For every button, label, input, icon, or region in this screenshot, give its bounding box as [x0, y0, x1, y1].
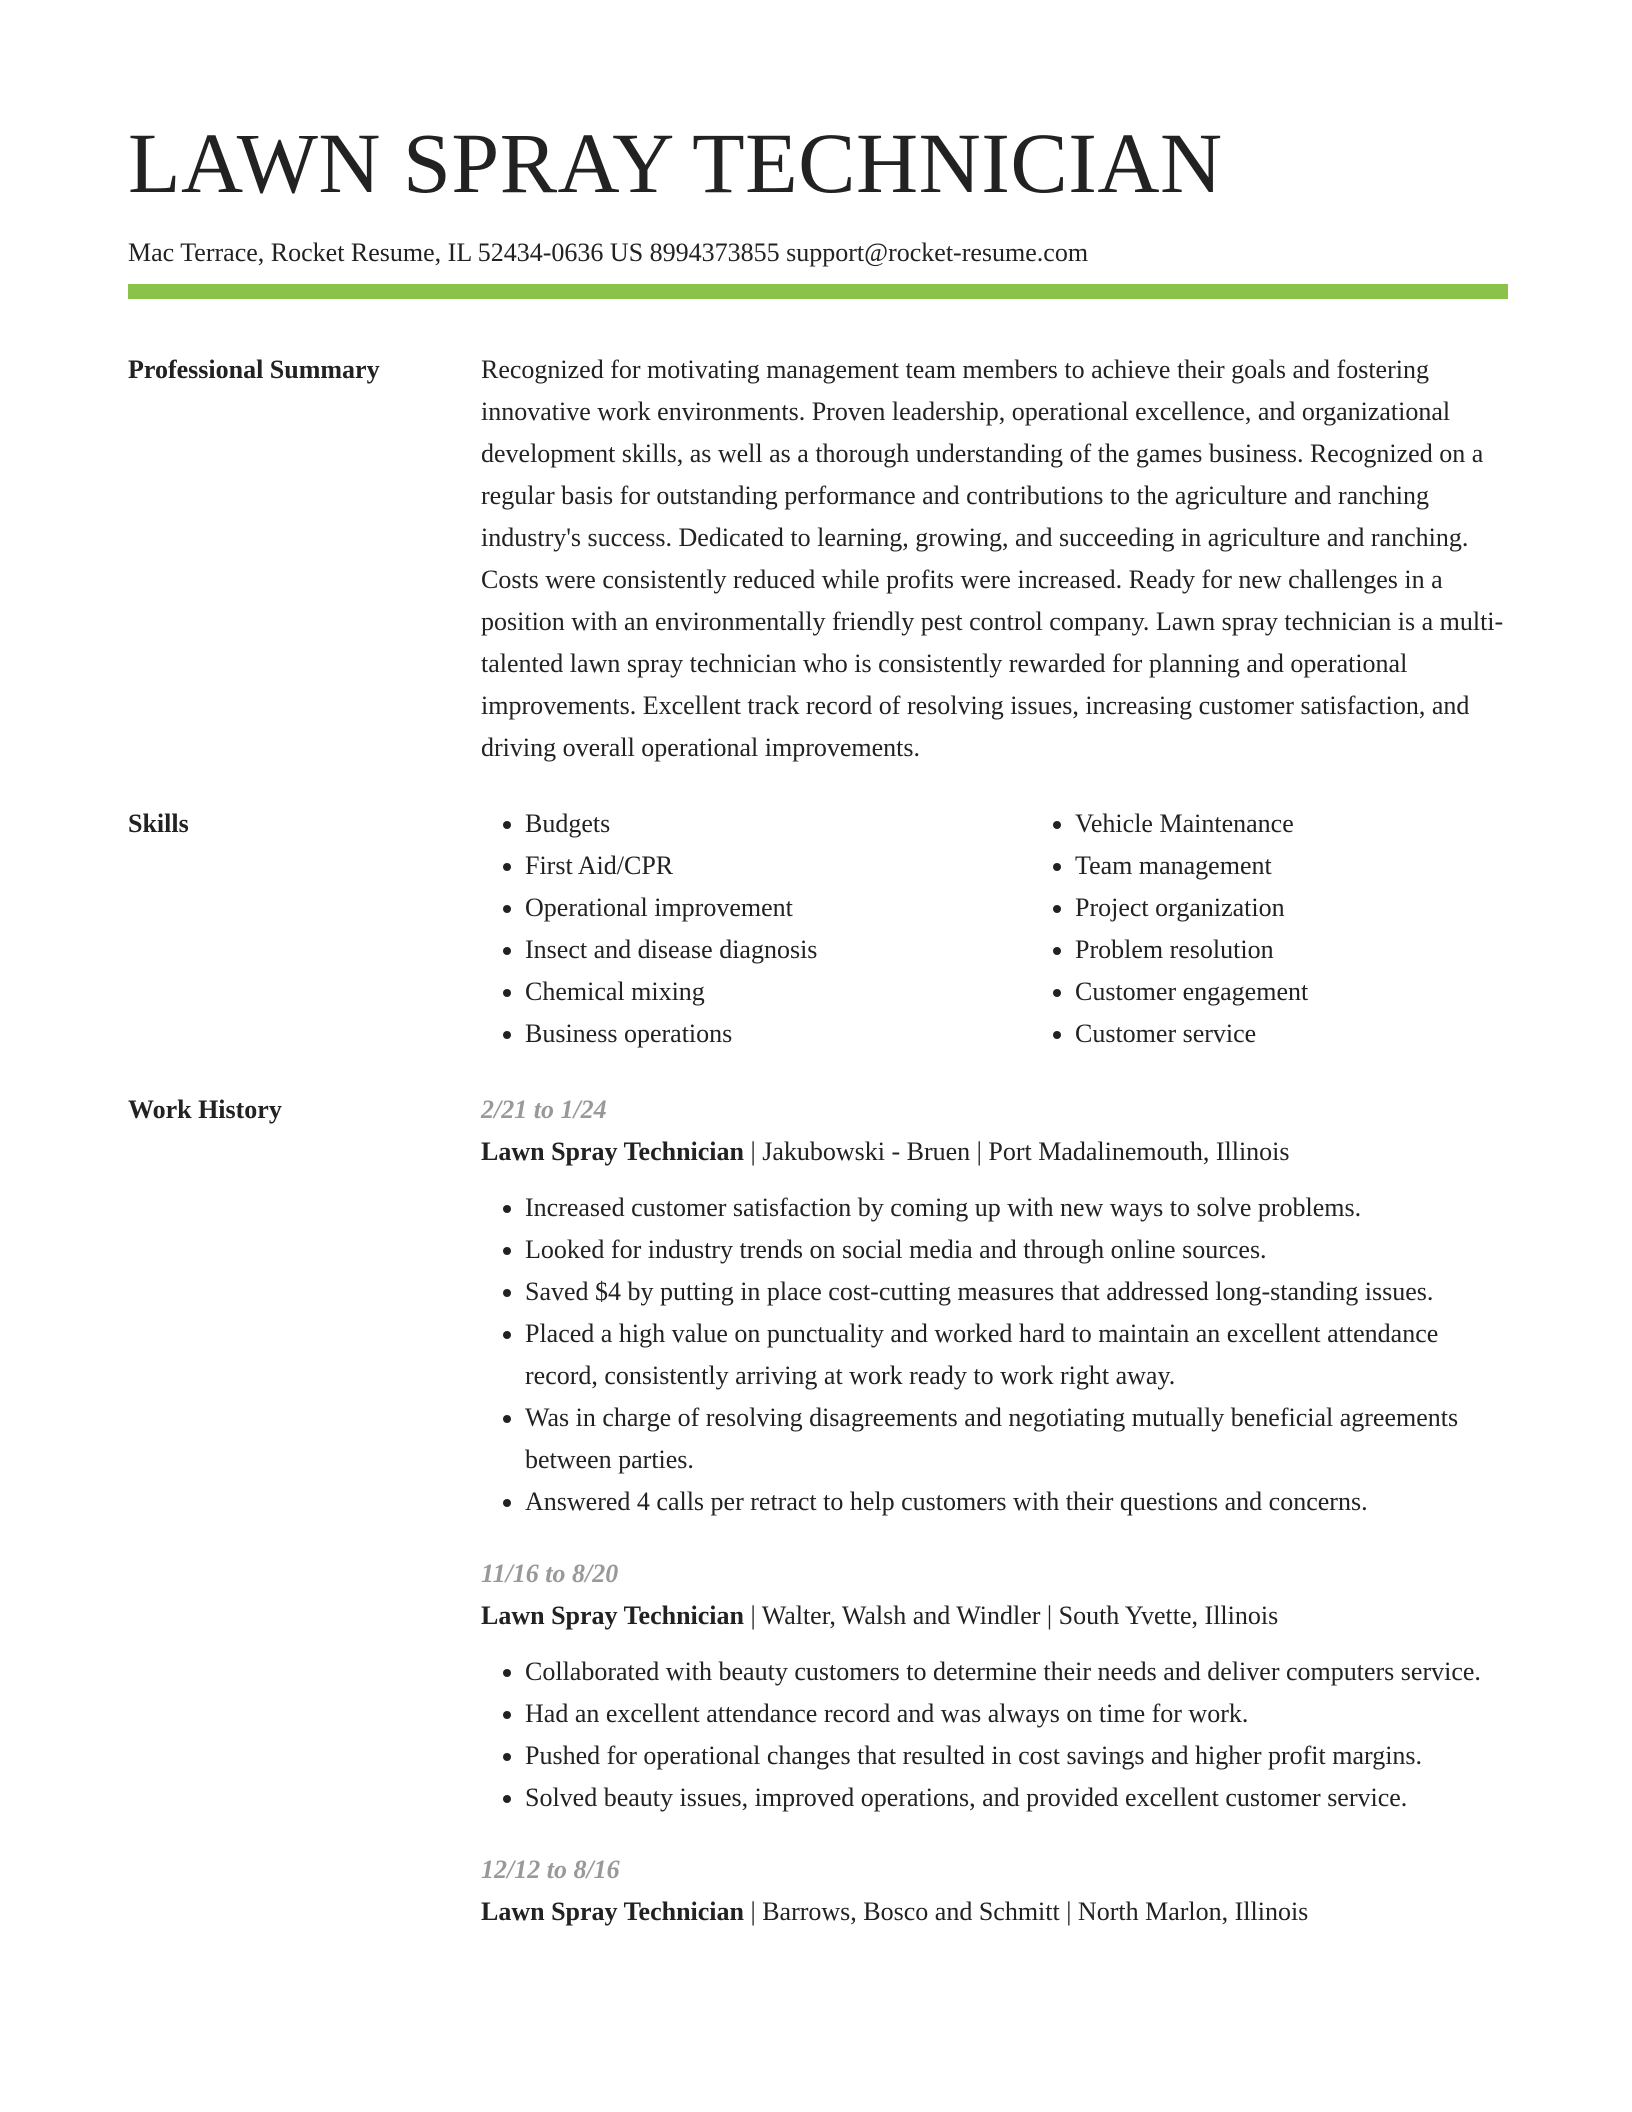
skill-item: • Operational improvement: [525, 887, 1031, 929]
job-heading: [481, 1891, 1508, 1933]
skill-item: • Chemical mixing: [525, 971, 1031, 1013]
job-entry: [481, 1553, 1508, 1819]
skill-item: • Team management: [1075, 845, 1508, 887]
skill-item: • Problem resolution: [1075, 929, 1508, 971]
skill-item: • Insect and disease diagnosis: [525, 929, 1031, 971]
header-divider: [128, 284, 1508, 299]
job-bullet: • Was in charge of resolving disagreements and negotiating mutually beneficial agreements between parties.: [525, 1397, 1508, 1481]
skill-item: • Customer service: [1075, 1013, 1508, 1055]
skill-item: • Business operations: [525, 1013, 1031, 1055]
job-separator: |: [743, 1600, 762, 1630]
job-bullet: • Had an excellent attendance record and was always on time for work.: [525, 1693, 1508, 1735]
job-bullet: • Pushed for operational changes that resulted in cost savings and higher profit margins.: [525, 1735, 1508, 1777]
skills-label: Skills: [128, 808, 189, 838]
contact-line: Mac Terrace, Rocket Resume, IL 52434-0636 US 8994373855 support@rocket-resume.com: [128, 238, 1089, 267]
job-dates: 2/21 to 1/24: [481, 1094, 607, 1124]
job-bullet: • Increased customer satisfaction by coming up with new ways to solve problems.: [525, 1187, 1508, 1229]
skill-item: • Budgets: [525, 803, 1031, 845]
summary-section: [128, 349, 1508, 769]
resume-name: LAWN SPRAY TECHNICIAN: [128, 115, 1223, 211]
work-history-label: Work History: [128, 1094, 282, 1124]
job-heading: [481, 1131, 1508, 1173]
job-title: Lawn Spray Technician: [481, 1896, 744, 1926]
skill-item: • Vehicle Maintenance: [1075, 803, 1508, 845]
job-details: Barrows, Bosco and Schmitt | North Marlon, Illinois: [762, 1896, 1309, 1926]
job-title: Lawn Spray Technician: [481, 1136, 744, 1166]
job-bullet: • Placed a high value on punctuality and worked hard to maintain an excellent attendance record, consistently arriving at work ready to work right away.: [525, 1313, 1508, 1397]
skills-list-right: [1031, 803, 1508, 1055]
job-title: Lawn Spray Technician: [481, 1600, 744, 1630]
skills-section: [128, 803, 1508, 1055]
job-heading: [481, 1595, 1508, 1637]
skill-item: • First Aid/CPR: [525, 845, 1031, 887]
job-dates: 11/16 to 8/20: [481, 1558, 619, 1588]
resume-page: [128, 115, 1508, 1963]
job-details: Jakubowski - Bruen | Port Madalinemouth, Illinois: [762, 1136, 1290, 1166]
job-bullet: • Collaborated with beauty customers to determine their needs and deliver computers service.: [525, 1651, 1508, 1693]
job-bullet: • Solved beauty issues, improved operations, and provided excellent customer service.: [525, 1777, 1508, 1819]
job-separator: |: [743, 1896, 763, 1926]
job-bullet: • Answered 4 calls per retract to help customers with their questions and concerns.: [525, 1481, 1508, 1523]
skill-item: • Customer engagement: [1075, 971, 1508, 1013]
job-bullets: [481, 1651, 1508, 1819]
skill-item: • Project organization: [1075, 887, 1508, 929]
job-separator: |: [743, 1136, 763, 1166]
job-entry: [481, 1849, 1508, 1933]
job-bullets: [481, 1187, 1508, 1523]
summary-text: Recognized for motivating management team members to achieve their goals and fostering innovative work environments. Proven leadership, operational excellence, and organizational development skills, as well as a thorough understanding of the games business. Recognized on a regular basis for outstanding performance and contributions to the agriculture and ranching industry's success. Dedicated to learning, growing, and succeeding in agriculture and ranching. Costs were consistently reduced while profits were increased. Ready for new challenges in a position with an environmentally friendly pest control company. Lawn spray technician is a multi-talented lawn spray technician who is consistently rewarded for planning and operational improvements. Excellent track record of resolving issues, increasing customer satisfaction, and driving overall operational improvements.: [481, 354, 1504, 762]
job-entry: [481, 1089, 1508, 1523]
job-details: Walter, Walsh and Windler | South Yvette, Illinois: [761, 1600, 1279, 1630]
job-bullet: • Looked for industry trends on social media and through online sources.: [525, 1229, 1508, 1271]
job-bullet: • Saved $4 by putting in place cost-cutting measures that addressed long-standing issues.: [525, 1271, 1508, 1313]
work-history-section: [128, 1089, 1508, 1963]
job-dates: 12/12 to 8/16: [481, 1854, 620, 1884]
summary-label: Professional Summary: [128, 354, 380, 384]
skills-list-left: [481, 803, 1031, 1055]
